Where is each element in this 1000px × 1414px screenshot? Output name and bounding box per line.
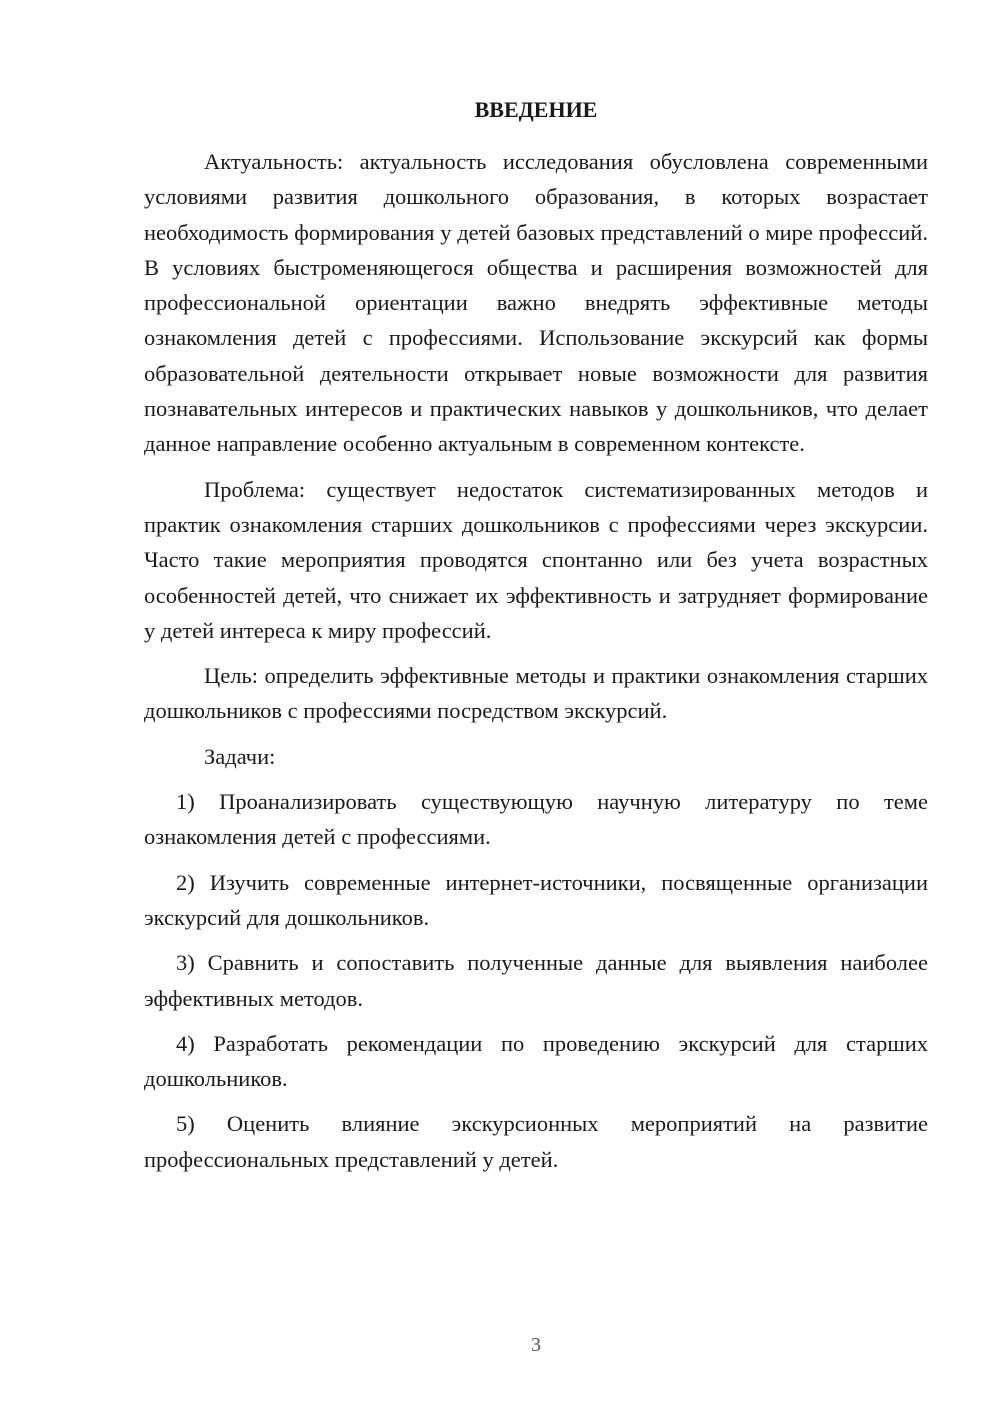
task-item: 4) Разработать рекомендации по проведению экскурсий для старших дошкольников.	[144, 1030, 928, 1092]
paragraph-goal: Цель: определить эффективные методы и практики ознакомления старших дошкольников с профессиями посредством экскурсий.	[144, 663, 928, 724]
task-item: 3) Сравнить и сопоставить полученные данные для выявления наиболее эффективных методов.	[144, 950, 928, 1011]
page-number: 3	[531, 1334, 541, 1356]
task-item: 1) Проанализировать существующую научную литературу по теме ознакомления детей с профессиями.	[144, 789, 928, 850]
paragraph-problem: Проблема: существует недостаток систематизированных методов и практик ознакомления старших дошкольников с профессиями через экскурсии. Часто такие мероприятия проводятся спонтанно или без учета возрастных особенностей детей, что снижает их эффективность и затрудняет формирование у детей интереса к миру профессий.	[144, 476, 928, 643]
document-page	[144, 92, 928, 1187]
task-item: 2) Изучить современные интернет-источники, посвященные организации экскурсий для дошкольников.	[144, 869, 928, 930]
task-item: 5) Оценить влияние экскурсионных мероприятий на развитие профессиональных представлений у детей.	[144, 1111, 928, 1172]
paragraph-relevance: Актуальность: актуальность исследования обусловлена современными условиями развития дошкольного образования, в которых возрастает необходимость формирования у детей базовых представлений о мире профессий. В условиях быстроменяющегося общества и расширения возможностей для профессиональной ориентации важно внедрять эффективные методы ознакомления детей с профессиями. Использование экскурсий как формы образовательной деятельности открывает новые возможности для развития познавательных интересов и практических навыков у дошкольников, что делает данное направление особенно актуальным в современном контексте.	[144, 149, 928, 457]
tasks-heading: Задачи:	[204, 743, 276, 769]
section-title: ВВЕДЕНИЕ	[474, 97, 598, 122]
